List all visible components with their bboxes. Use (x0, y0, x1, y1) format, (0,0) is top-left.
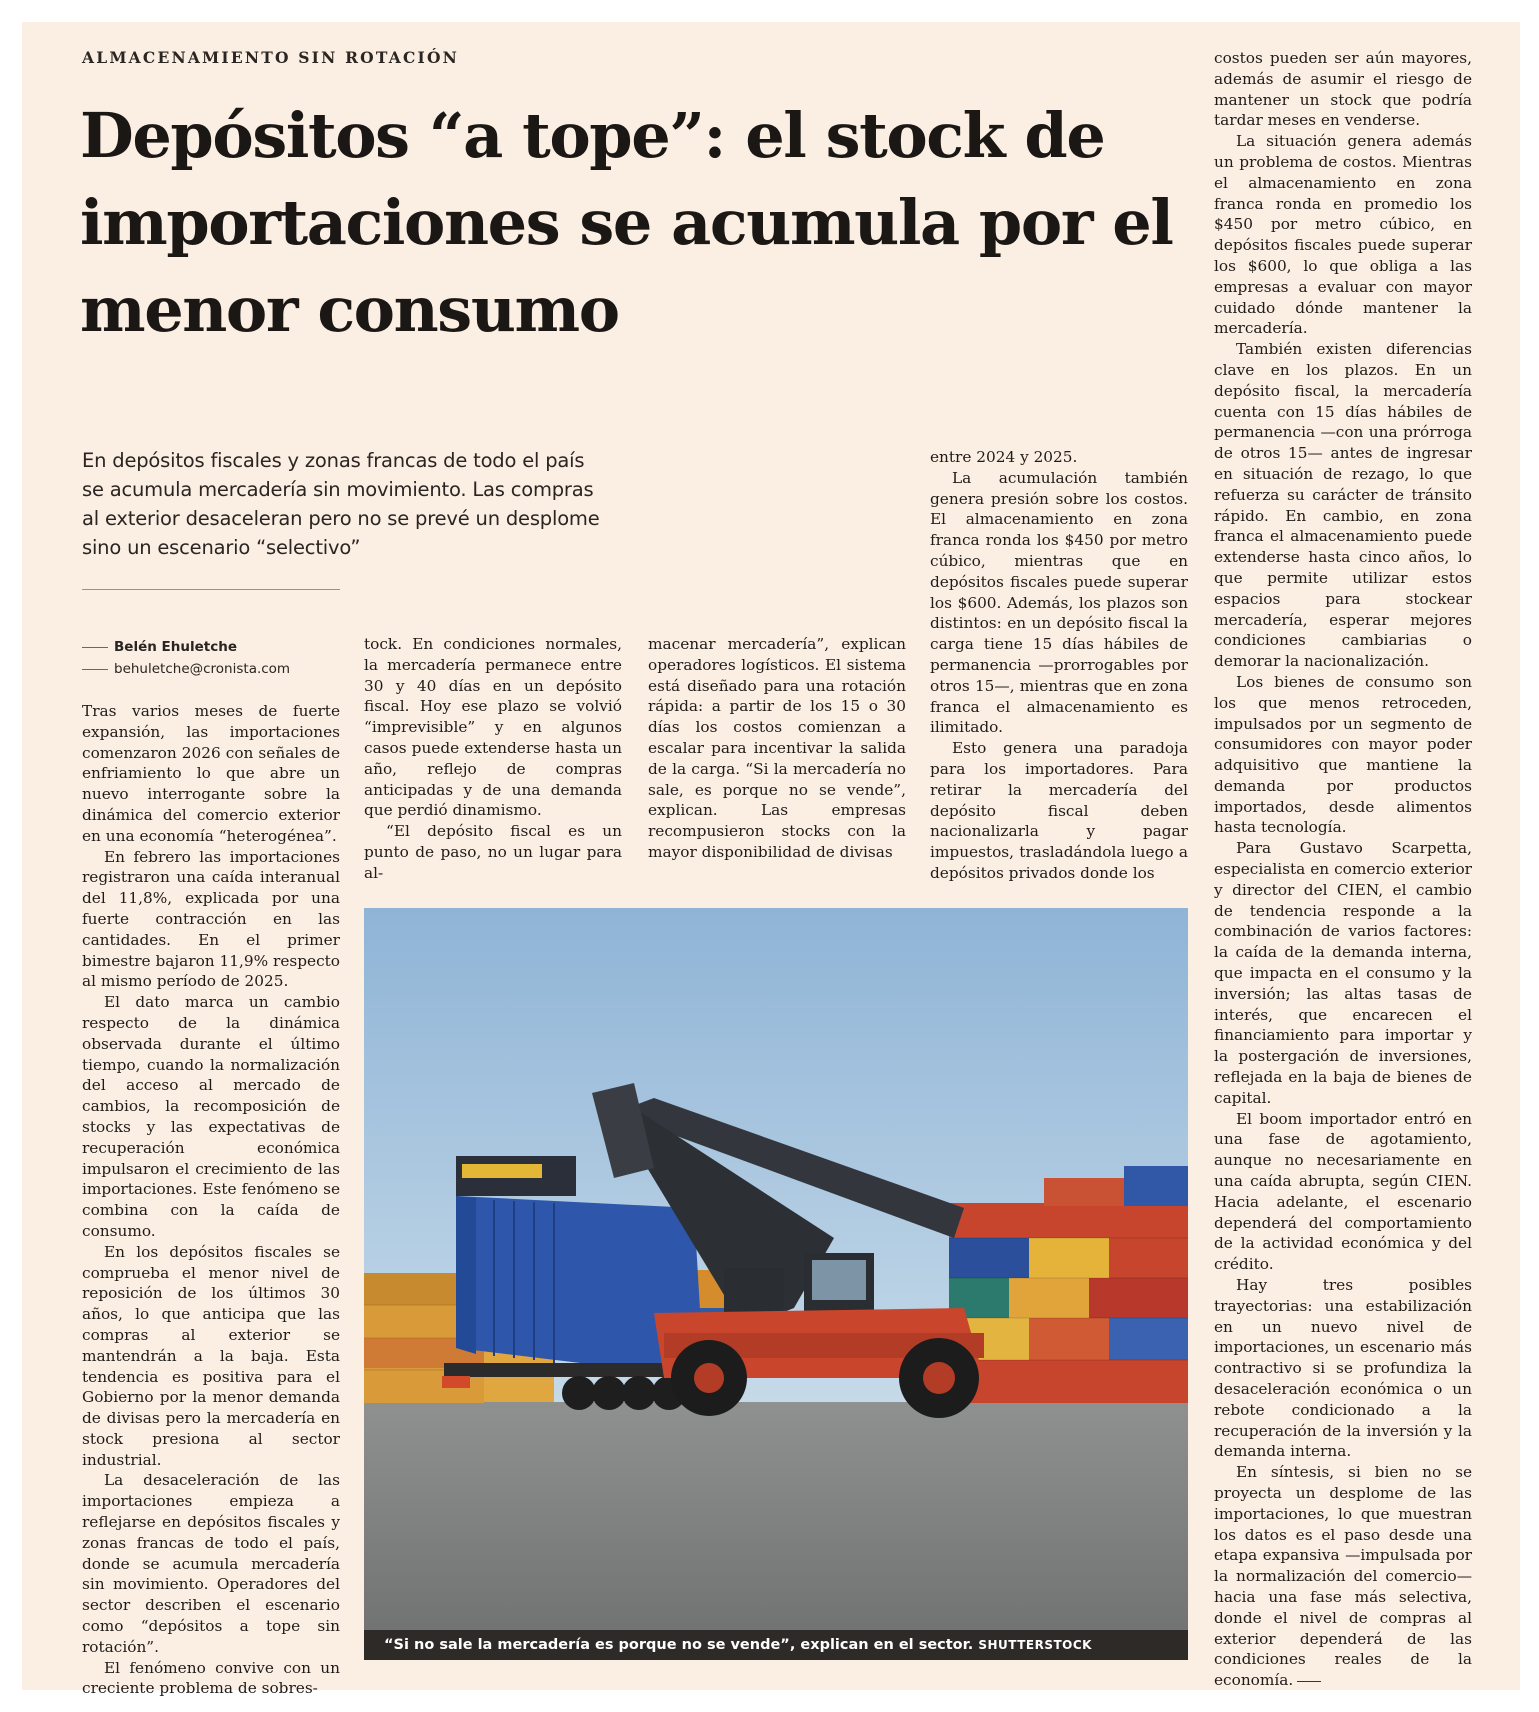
paragraph-last (1214, 1462, 1472, 1691)
article-column-5 (1214, 48, 1472, 1690)
paragraph: costos pueden ser aún mayores, además de asumir el riesgo de mantener un stock que podría tardar meses en venderse. (1214, 49, 1472, 130)
paragraph: También existen diferencias clave en los plazos. En un depósito fiscal, la mercadería cuenta con 15 días hábiles de permanencia —con una prórroga de otros 15— antes de ingresar en situación de rezago, lo que refuerza su carácter de tránsito rápido. En cambio, en zona franca el almacenamiento puede extenderse hasta cinco años, lo que permite utilizar estos espacios para stockear mercadería, esperar mejores condiciones cambiarias o demorar la nacionalización. (1214, 340, 1472, 671)
deck-summary: En depósitos fiscales y zonas francas de todo el país se acumula mercadería sin movimiento. Las compras al exterior desaceleran pero no se prevé un desplome sino un escenario “selectivo” (82, 449, 600, 559)
paragraph: macenar mercadería”, explican operadores logísticos. El sistema está diseñado para una rotación rápida: a partir de los 15 o 30 días los costos comienzan a escalar para incentivar la salida de la carga. “Si la mercadería no sale, es porque no se vende”, explican. Las empresas recompusieron stocks con la mayor disponibilidad de divisas (648, 635, 906, 861)
byline-author-line (82, 636, 332, 658)
paragraph: Los bienes de consumo son los que menos retroceden, impulsados por un segmento de consumidores con mayor poder adquisitivo que mantiene la demanda por productos importados, desde alimentos hasta tecnología. (1214, 672, 1472, 837)
paragraph: El boom importador entró en una fase de agotamiento, aunque no necesariamente en una caída abrupta, según CIEN. Hacia adelante, el escenario dependerá del comportamiento de la actividad económica y del crédito. (1214, 1109, 1472, 1274)
article-photo (364, 908, 1188, 1660)
paragraph: Tras varios meses de fuerte expansión, las importaciones comenzaron 2026 con señales de enfriamiento lo que abre un nuevo interrogante sobre la dinámica del comercio exterior en una economía “heterogénea”. (82, 702, 340, 845)
byline (82, 636, 332, 680)
divider-rule (82, 589, 340, 590)
paragraph: tock. En condiciones normales, la mercadería permanece entre 30 y 40 días en un depósito fiscal. Hoy ese plazo se volvió “imprevisible” y en algunos casos puede extenderse hasta un año, reflejo de compras anticipadas y de una demanda que perdió dinamismo. (364, 635, 622, 820)
paragraph: Hay tres posibles trayectorias: una estabilización en un nuevo nivel de importaciones, un escenario más contractivo si se profundiza la desaceleración económica o un rebote condicionado a la recuperación de la inversión y la demanda interna. (1214, 1276, 1472, 1461)
paragraph: El fenómeno convive con un creciente problema de sobres- (82, 1658, 340, 1698)
paragraph: Esto genera una paradoja para los importadores. Para retirar la mercadería del depósito fiscal deben nacionalizarla y pagar impuestos, trasladándola luego a depósitos privados donde los (930, 739, 1188, 882)
byline-email-line (82, 658, 332, 680)
author-email[interactable]: behuletche@cronista.com (114, 661, 291, 677)
newspaper-page (22, 22, 1520, 1698)
article-column-3 (648, 634, 906, 904)
article-column-2 (364, 634, 622, 904)
photo-credit: SHUTTERSTOCK (978, 1638, 1092, 1652)
section-kicker: ALMACENAMIENTO SIN ROTACIÓN (82, 48, 460, 67)
paragraph: La situación genera además un problema de costos. Mientras el almacenamiento en zona franca ronda en promedio los $450 por metro cúbico, en depósitos fiscales puede superar los $600, lo que obliga a las empresas a evaluar con mayor cuidado dónde mantener la mercadería. (1214, 132, 1472, 338)
photo-caption (364, 1630, 1188, 1660)
paragraph: entre 2024 y 2025. (930, 448, 1078, 466)
paragraph: La desaceleración de las importaciones empieza a reflejarse en depósitos fiscales y zonas francas de todo el país, donde se acumula mercadería sin movimiento. Operadores del sector describen el escenario como “depósitos a tope sin rotación”. (82, 1471, 340, 1656)
paragraph-last-text: En síntesis, si bien no se proyecta un desplome de las importaciones, lo que muestran los datos es el paso desde una etapa expansiva —impulsada por la normalización del comercio— hacia una fase más selectiva, donde el nivel de compras al exterior dependerá de las condiciones reales de la economía. (1214, 1463, 1472, 1690)
paragraph: En los depósitos fiscales se comprueba el menor nivel de reposición de los últimos 30 años, lo que anticipa que las compras al exterior se mantendrán a la baja. Esta tendencia es positiva para el Gobierno por la menor demanda de divisas pero la mercadería en stock presiona al sector industrial. (82, 1242, 340, 1469)
reach-stacker-lifting-container-icon (364, 908, 1188, 1660)
paragraph: Para Gustavo Scarpetta, especialista en comercio exterior y director del CIEN, el cambio de tendencia responde a la combinación de varios factores: la caída de la demanda interna, que impacta en el consumo y la inversión; las altas tasas de interés, que encarecen el financiamiento para importar y la postergación de inversiones, reflejada en la baja de bienes de capital. (1214, 839, 1472, 1107)
headline: Depósitos “a tope”: el stock de importaciones se acumula por el menor consumo (80, 99, 1173, 346)
paragraph: “El depósito fiscal es un punto de paso, no un lugar para al- (364, 822, 622, 882)
article-column-1 (82, 701, 340, 1698)
article-column-4 (930, 447, 1188, 897)
caption-text: “Si no sale la mercadería es porque no se vende”, explican en el sector. (384, 1637, 974, 1653)
paragraph: En febrero las importaciones registraron una caída interanual del 11,8%, explicada por una fuerte contracción en las cantidades. En el primer bimestre bajaron 11,9% respecto al mismo período de 2025. (82, 847, 340, 991)
author-name: Belén Ehuletche (114, 639, 237, 655)
paragraph: El dato marca un cambio respecto de la dinámica observada durante el último tiempo, cuando la normalización del acceso al mercado de cambios, la recomposición de stocks y las expectativas de recuperación económica impulsaron el crecimiento de las importaciones. Este fenómeno se combina con la caída de consumo. (82, 993, 340, 1240)
paragraph: La acumulación también genera presión sobre los costos. El almacenamiento en zona franca ronda los $450 por metro cúbico, mientras que en depósitos fiscales puede superar los $600. Además, los plazos son distintos: en un depósito fiscal la carga tiene 15 días hábiles de permanencia —prorrogables por otros 15—, mientras que en zona franca el almacenamiento es ilimitado. (930, 468, 1188, 737)
end-of-article-mark (1297, 1681, 1321, 1682)
